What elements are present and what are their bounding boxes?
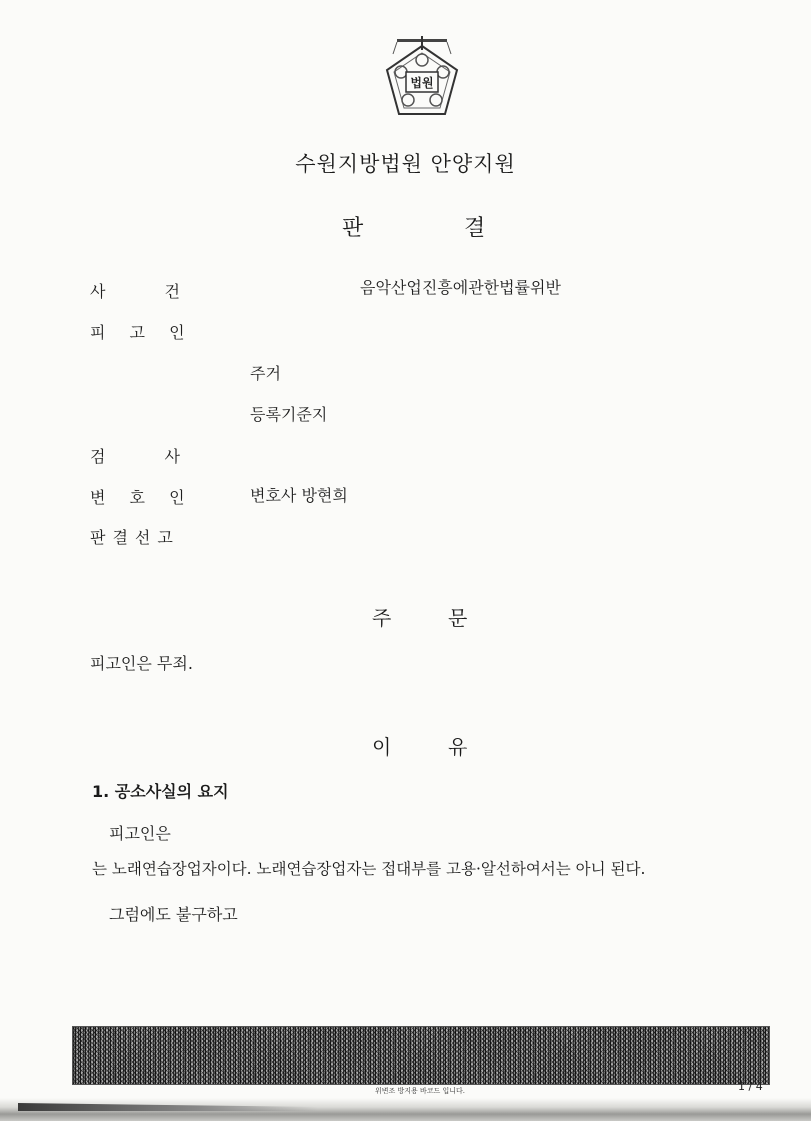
field-value-case: 음악산업진흥에관한법률위반 <box>360 278 561 297</box>
document-title-char-1: 판 <box>342 216 364 241</box>
reason-line-3: 그럼에도 불구하고 <box>109 905 238 924</box>
reason-line-1: 피고인은 <box>109 824 171 843</box>
reason-heading: 1. 공소사실의 요지 <box>92 782 229 801</box>
field-label-attorney: 변 호 인 <box>90 488 185 507</box>
field-label-prosecutor: 검 사 <box>90 447 180 466</box>
order-title-char-2: 문 <box>448 606 468 630</box>
field-label-sentence-date: 판결선고 <box>90 528 180 547</box>
document-title-char-2: 결 <box>464 216 486 241</box>
field-value-address: 주거 <box>250 364 281 383</box>
field-label-defendant: 피 고 인 <box>90 323 185 342</box>
anti-forgery-barcode <box>72 1026 770 1085</box>
field-value-registration: 등록기준지 <box>250 405 328 424</box>
reason-title-char-2: 유 <box>448 735 468 759</box>
reason-line-2: 는 노래연습장업자이다. 노래연습장업자는 접대부를 고용·알선하여서는 아니 된다. <box>92 860 646 878</box>
order-title-char-1: 주 <box>372 606 392 630</box>
page-number: 1 / 4 <box>738 1080 763 1093</box>
court-name: 수원지방법원 안양지원 <box>295 152 516 176</box>
field-value-attorney: 변호사 방현희 <box>250 486 348 505</box>
barcode-caption: 위변조 방지용 바코드 입니다. <box>374 1087 466 1095</box>
order-text: 피고인은 무죄. <box>90 654 193 673</box>
reason-title-char-1: 이 <box>372 735 392 759</box>
court-seal-icon <box>383 36 461 120</box>
seal-text: 법원 <box>410 76 434 90</box>
